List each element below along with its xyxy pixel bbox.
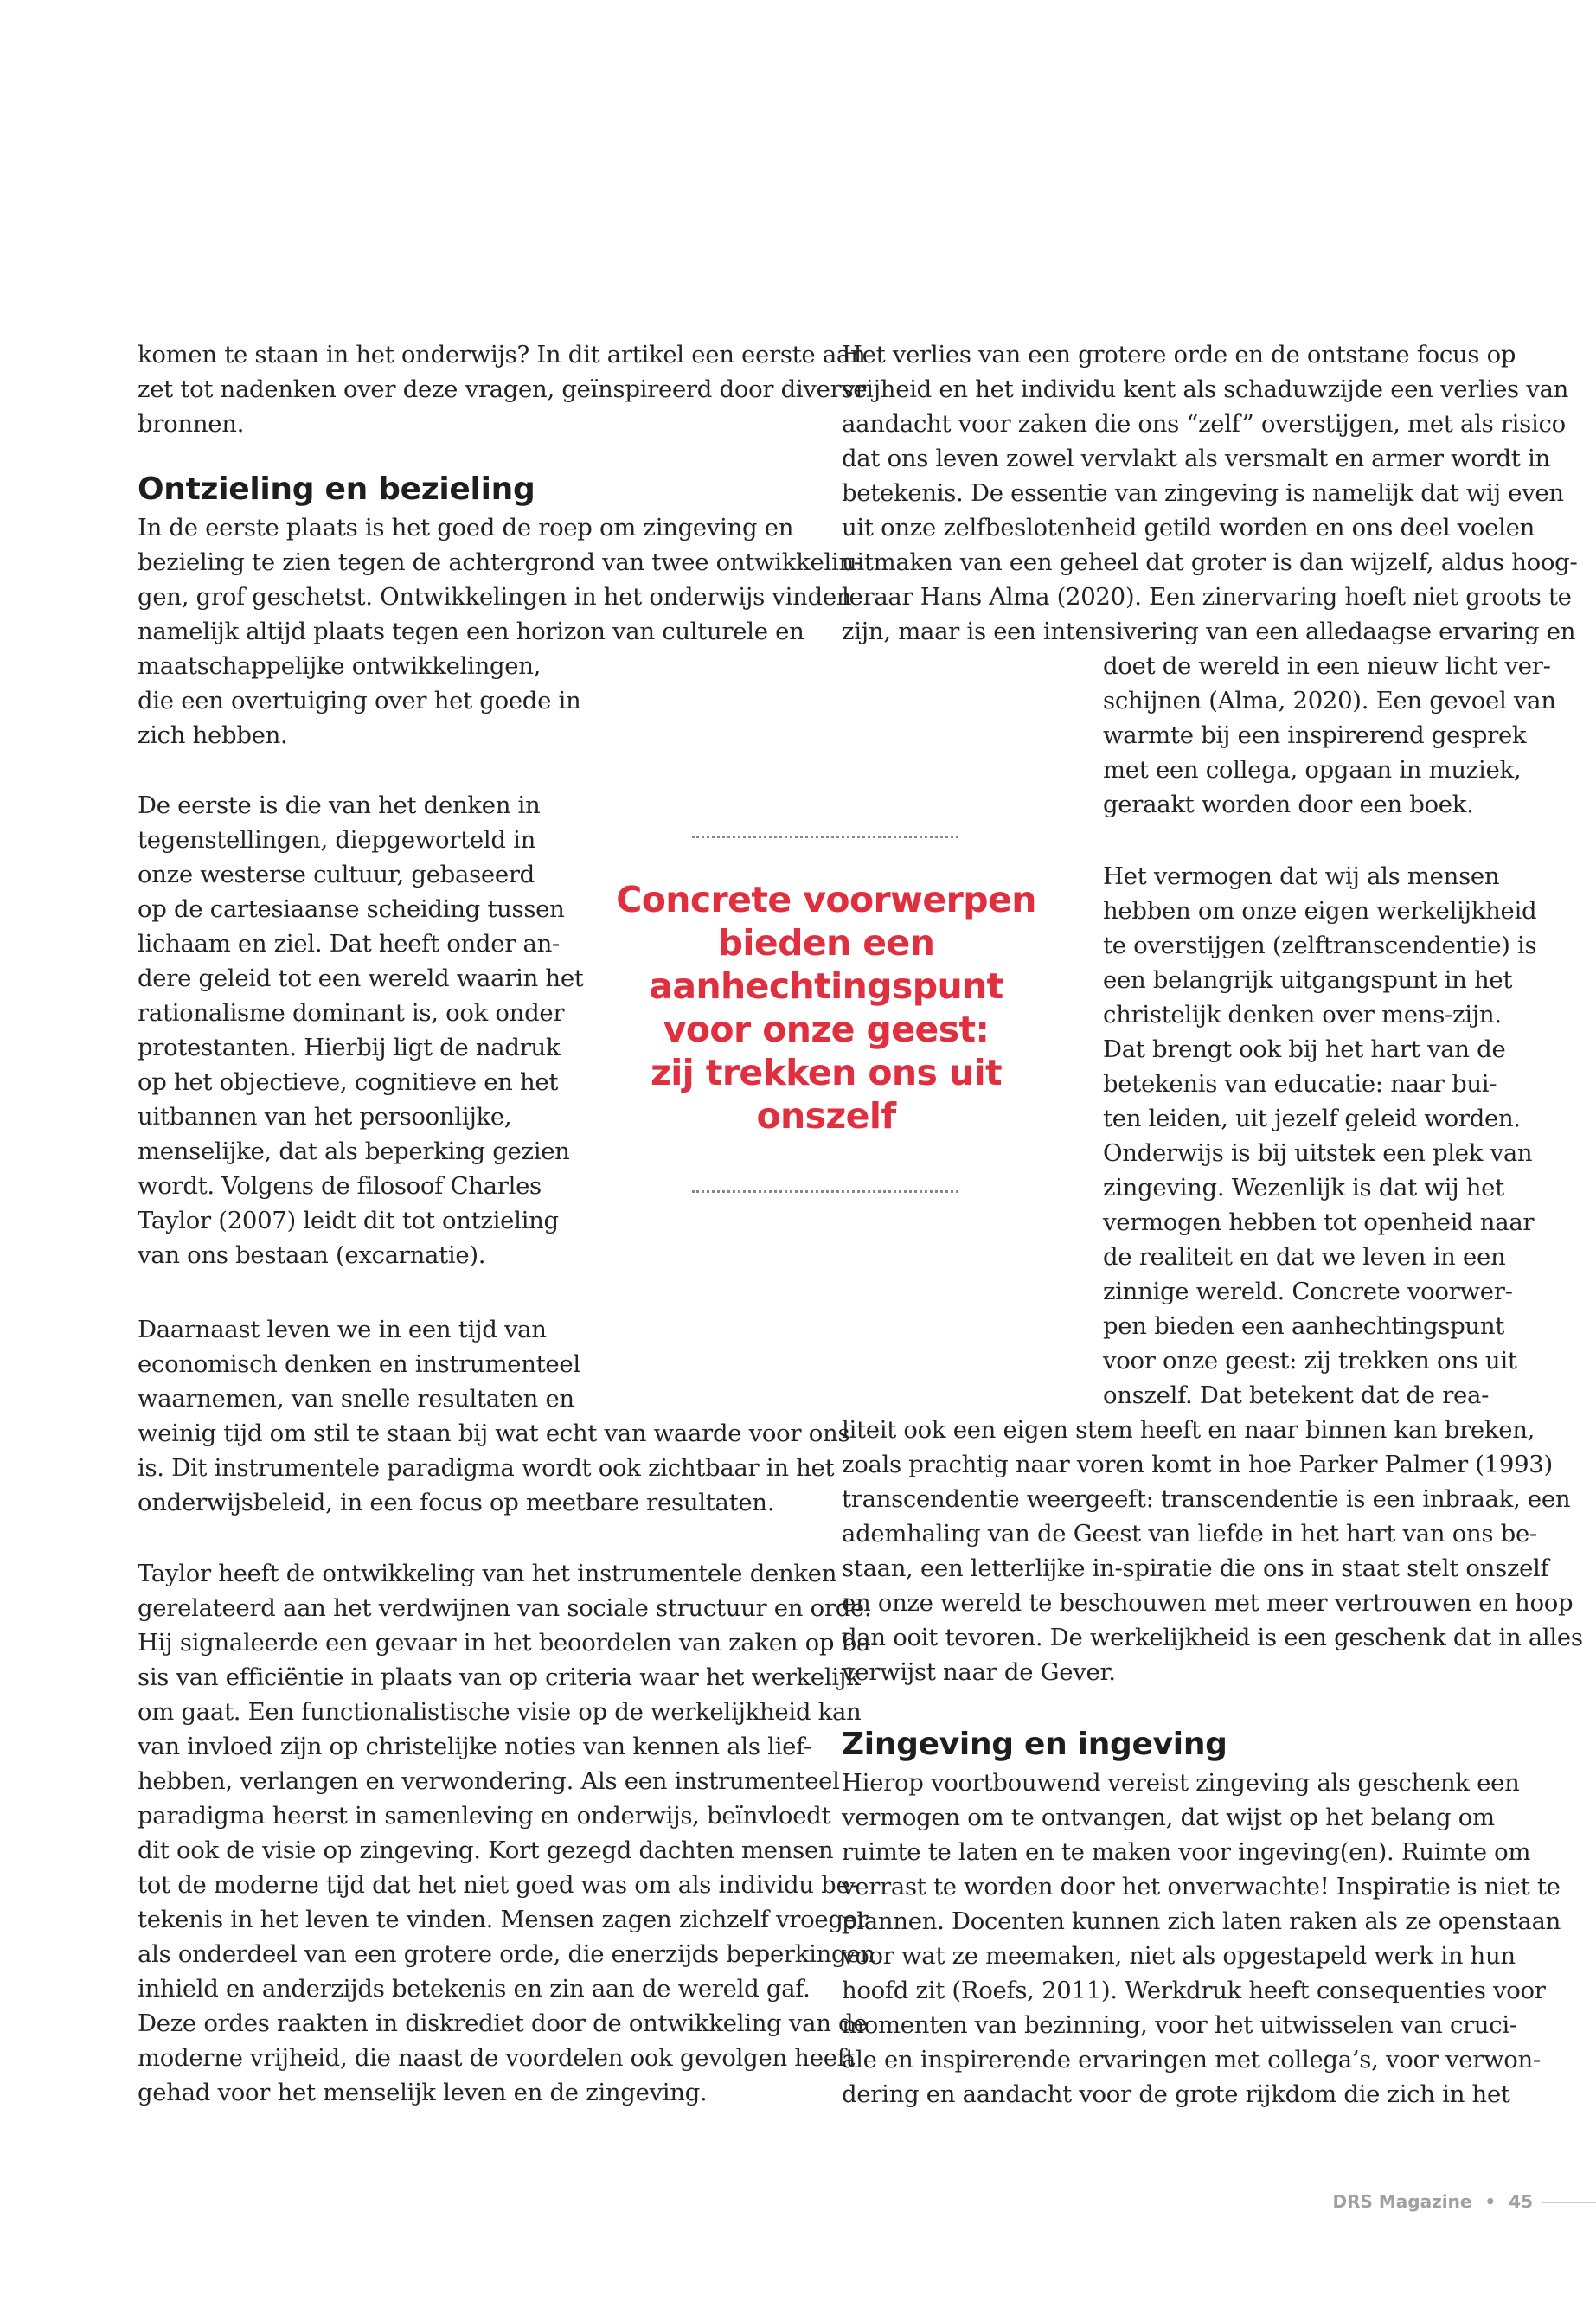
pull-quote-line: voor onze geest: bbox=[663, 1009, 990, 1050]
footer-rule bbox=[1542, 2202, 1596, 2203]
pull-quote-line: bieden een bbox=[717, 922, 935, 964]
body-text-line: hebben, verlangen en verwondering. Als een instrumenteel bbox=[138, 1767, 840, 1795]
body-text-line: van ons bestaan (excarnatie). bbox=[138, 1241, 486, 1269]
body-text-line: onderwijsbeleid, in een focus op meetbare resultaten. bbox=[138, 1489, 775, 1516]
body-text-line: tegenstellingen, diepgeworteld in bbox=[138, 826, 535, 854]
body-text-line: pen bieden een aanhechtingspunt bbox=[1103, 1312, 1504, 1340]
body-text-line: uitbannen van het persoonlijke, bbox=[138, 1103, 512, 1131]
body-text-line: Het verlies van een grotere orde en de ontstane focus op bbox=[842, 341, 1516, 369]
body-text-line: de realiteit en dat we leven in een bbox=[1103, 1243, 1506, 1271]
body-text-line: dering en aandacht voor de grote rijkdom die zich in het bbox=[842, 2080, 1510, 2108]
body-text-line: economisch denken en instrumenteel bbox=[138, 1350, 580, 1378]
body-text-line: is. Dit instrumentele paradigma wordt ook zichtbaar in het bbox=[138, 1454, 835, 1482]
body-text-line: zijn, maar is een intensivering van een alledaagse ervaring en bbox=[842, 618, 1576, 645]
section-heading-ontzieling: Ontzieling en bezieling bbox=[138, 471, 535, 507]
body-text-line: lichaam en ziel. Dat heeft onder an- bbox=[138, 930, 560, 958]
pull-quote-top-divider bbox=[692, 836, 958, 838]
body-text-line: bezieling te zien tegen de achtergrond van twee ontwikkelin- bbox=[138, 548, 862, 576]
body-text-line: dat ons leven zowel vervlakt als versmalt en armer wordt in bbox=[842, 445, 1550, 472]
body-text-line: vrijheid en het individu kent als schaduwzijde een verlies van bbox=[842, 375, 1569, 403]
body-text-line: te overstijgen (zelftranscendentie) is bbox=[1103, 932, 1537, 959]
body-text-line: betekenis. De essentie van zingeving is namelijk dat wij even bbox=[842, 479, 1564, 507]
footer-separator: • bbox=[1484, 2191, 1497, 2212]
body-text-line: Taylor heeft de ontwikkeling van het instrumentele denken bbox=[138, 1560, 837, 1587]
body-text-line: waarnemen, van snelle resultaten en bbox=[138, 1385, 574, 1413]
body-text-line: op het objectieve, cognitieve en het bbox=[138, 1068, 559, 1096]
body-text-line: voor onze geest: zij trekken ons uit bbox=[1103, 1347, 1517, 1375]
body-text-line: op de cartesiaanse scheiding tussen bbox=[138, 895, 565, 923]
body-text-line: christelijk denken over mens-zijn. bbox=[1103, 1001, 1502, 1029]
body-text-line: komen te staan in het onderwijs? In dit artikel een eerste aan- bbox=[138, 341, 874, 369]
body-text-line: Hij signaleerde een gevaar in het beoordelen van zaken op ba- bbox=[138, 1629, 878, 1657]
body-text-line: hebben om onze eigen werkelijkheid bbox=[1103, 897, 1537, 925]
body-text-line: staan, een letterlijke in-spiratie die ons in staat stelt onszelf bbox=[842, 1554, 1549, 1582]
section-heading-zingeving: Zingeving en ingeving bbox=[842, 1727, 1227, 1762]
body-text-line: Onderwijs is bij uitstek een plek van bbox=[1103, 1139, 1533, 1167]
page-number: 45 bbox=[1509, 2191, 1533, 2212]
body-text-line: zinnige wereld. Concrete voorwer- bbox=[1103, 1278, 1513, 1305]
body-text-line: voor wat ze meemaken, niet als opgestapeld werk in hun bbox=[842, 1942, 1516, 1970]
body-text-line: protestanten. Hierbij ligt de nadruk bbox=[138, 1034, 561, 1061]
body-text-line: inhield en anderzijds betekenis en zin aan de wereld gaf. bbox=[138, 1975, 811, 2003]
body-text-line: aandacht voor zaken die ons “zelf” overstijgen, met als risico bbox=[842, 410, 1566, 438]
body-text-line: weinig tijd om stil te staan bij wat echt van waarde voor ons bbox=[138, 1420, 850, 1447]
body-text-line: vermogen om te ontvangen, dat wijst op het belang om bbox=[842, 1804, 1495, 1831]
body-text-line: dit ook de visie op zingeving. Kort gezegd dachten mensen bbox=[138, 1836, 834, 1864]
pull-quote-line: Concrete voorwerpen bbox=[616, 879, 1036, 920]
body-text-line: transcendentie weergeeft: transcendentie is een inbraak, een bbox=[842, 1485, 1571, 1513]
body-text-line: die een overtuiging over het goede in bbox=[138, 687, 581, 715]
body-text-line: liteit ook een eigen stem heeft en naar binnen kan breken, bbox=[842, 1416, 1535, 1444]
body-text-line: Deze ordes raakten in diskrediet door de ontwikkeling van de bbox=[138, 2009, 868, 2037]
body-text-line: zet tot nadenken over deze vragen, geïnspireerd door diverse bbox=[138, 375, 868, 403]
body-text-line: De eerste is die van het denken in bbox=[138, 792, 541, 819]
page-footer bbox=[1333, 2190, 1533, 2213]
body-text-line: maatschappelijke ontwikkelingen, bbox=[138, 652, 542, 680]
pull-quote-bottom-divider bbox=[692, 1190, 958, 1193]
body-text-line: verwijst naar de Gever. bbox=[842, 1658, 1116, 1686]
body-text-line: vermogen hebben tot openheid naar bbox=[1103, 1208, 1535, 1236]
body-text-line: wordt. Volgens de filosoof Charles bbox=[138, 1172, 542, 1200]
body-text-line: In de eerste plaats is het goed de roep om zingeving en bbox=[138, 514, 794, 542]
body-text-line: gehad voor het menselijk leven en de zingeving. bbox=[138, 2079, 708, 2106]
body-text-line: doet de wereld in een nieuw licht ver- bbox=[1103, 652, 1551, 680]
magazine-name: DRS Magazine bbox=[1332, 2191, 1472, 2212]
body-text-line: dan ooit tevoren. De werkelijkheid is een geschenk dat in alles bbox=[842, 1624, 1583, 1651]
body-text-line: Het vermogen dat wij als mensen bbox=[1103, 862, 1500, 890]
body-text-line: onze westerse cultuur, gebaseerd bbox=[138, 861, 535, 888]
body-text-line: zich hebben. bbox=[138, 721, 288, 749]
body-text-line: gerelateerd aan het verdwijnen van sociale structuur en orde. bbox=[138, 1594, 872, 1622]
body-text-line: momenten van bezinning, voor het uitwisselen van cruci- bbox=[842, 2011, 1517, 2039]
body-text-line: om gaat. Een functionalistische visie op de werkelijkheid kan bbox=[138, 1698, 862, 1726]
body-text-line: sis van efficiëntie in plaats van op criteria waar het werkelijk bbox=[138, 1663, 861, 1691]
body-text-line: hoofd zit (Roefs, 2011). Werkdruk heeft consequenties voor bbox=[842, 1977, 1546, 2004]
body-text-line: betekenis van educatie: naar bui- bbox=[1103, 1070, 1497, 1098]
body-text-line: ademhaling van de Geest van liefde in het hart van ons be- bbox=[842, 1520, 1537, 1548]
body-text-line: geraakt worden door een boek. bbox=[1103, 791, 1474, 818]
body-text-line: menselijke, dat als beperking gezien bbox=[138, 1138, 570, 1165]
body-text-line: ale en inspirerende ervaringen met collega’s, voor verwon- bbox=[842, 2046, 1541, 2073]
body-text-line: van invloed zijn op christelijke noties van kennen als lief- bbox=[138, 1733, 811, 1760]
body-text-line: als onderdeel van een grotere orde, die enerzijds beperkingen bbox=[138, 1940, 875, 1968]
body-text-line: onszelf. Dat betekent dat de rea- bbox=[1103, 1381, 1490, 1409]
body-text-line: Daarnaast leven we in een tijd van bbox=[138, 1316, 547, 1343]
body-text-line: Taylor (2007) leidt dit tot ontzieling bbox=[138, 1207, 559, 1234]
body-text-line: rationalisme dominant is, ook onder bbox=[138, 999, 565, 1027]
body-text-line: leraar Hans Alma (2020). Een zinervaring hoeft niet groots te bbox=[842, 583, 1572, 611]
body-text-line: tot de moderne tijd dat het niet goed was om als individu be- bbox=[138, 1871, 858, 1899]
body-text-line: schijnen (Alma, 2020). Een gevoel van bbox=[1103, 687, 1556, 715]
body-text-line: tekenis in het leven te vinden. Mensen zagen zichzelf vroeger bbox=[138, 1906, 869, 1933]
body-text-line: Hierop voortbouwend vereist zingeving als geschenk een bbox=[842, 1769, 1520, 1797]
body-text-line: ten leiden, uit jezelf geleid worden. bbox=[1103, 1105, 1521, 1132]
body-text-line: warmte bij een inspirerend gesprek bbox=[1103, 721, 1527, 749]
body-text-line: plannen. Docenten kunnen zich laten raken als ze openstaan bbox=[842, 1907, 1561, 1935]
body-text-line: een belangrijk uitgangspunt in het bbox=[1103, 966, 1513, 994]
body-text-line: moderne vrijheid, die naast de voordelen ook gevolgen heeft bbox=[138, 2044, 856, 2072]
body-text-line: met een collega, opgaan in muziek, bbox=[1103, 756, 1522, 784]
body-text-line: uit onze zelfbeslotenheid getild worden en ons deel voelen bbox=[842, 514, 1535, 542]
body-text-line: ruimte te laten en te maken voor ingeving(en). Ruimte om bbox=[842, 1838, 1531, 1866]
body-text-line: paradigma heerst in samenleving en onderwijs, beïnvloedt bbox=[138, 1802, 831, 1830]
pull-quote-line: onszelf bbox=[756, 1095, 896, 1137]
body-text-line: zoals prachtig naar voren komt in hoe Parker Palmer (1993) bbox=[842, 1451, 1553, 1478]
body-text-line: verrast te worden door het onverwachte! Inspiratie is niet te bbox=[842, 1873, 1561, 1900]
body-text-line: uitmaken van een geheel dat groter is dan wijzelf, aldus hoog- bbox=[842, 548, 1578, 576]
body-text-line: zingeving. Wezenlijk is dat wij het bbox=[1103, 1174, 1504, 1202]
body-text-line: dere geleid tot een wereld waarin het bbox=[138, 965, 584, 992]
body-text-line: en onze wereld te beschouwen met meer vertrouwen en hoop bbox=[842, 1589, 1574, 1617]
body-text-line: gen, grof geschetst. Ontwikkelingen in het onderwijs vinden bbox=[138, 583, 852, 611]
pull-quote-line: aanhechtingspunt bbox=[649, 965, 1003, 1007]
body-text-line: namelijk altijd plaats tegen een horizon van culturele en bbox=[138, 618, 804, 645]
body-text-line: Dat brengt ook bij het hart van de bbox=[1103, 1035, 1506, 1063]
body-text-line: bronnen. bbox=[138, 410, 245, 438]
pull-quote-line: zij trekken ons uit bbox=[650, 1052, 1003, 1093]
